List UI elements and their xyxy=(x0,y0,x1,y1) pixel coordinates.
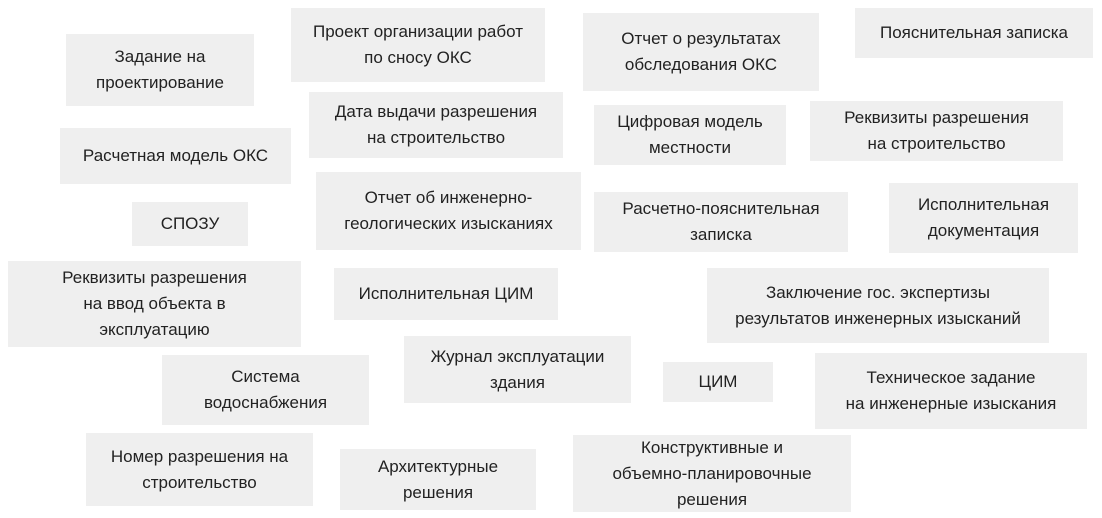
card-porps: Проект организации работ по сносу ОКС xyxy=(291,8,545,82)
card-otchet-obsl: Отчет о результатах обследования ОКС xyxy=(583,13,819,91)
card-nomer: Номер разрешения на строительство xyxy=(86,433,313,506)
card-zakl-exp: Заключение гос. экспертизы результатов инженерных изысканий xyxy=(707,268,1049,343)
card-cim: ЦИМ xyxy=(663,362,773,402)
card-data-vydachi: Дата выдачи разрешения на строительство xyxy=(309,92,563,158)
card-cifr-model: Цифровая модель местности xyxy=(594,105,786,165)
card-rekv-vvod: Реквизиты разрешения на ввод объекта в эксплуатацию xyxy=(8,261,301,347)
card-spozu: СПОЗУ xyxy=(132,202,248,246)
card-zhurnal: Журнал эксплуатации здания xyxy=(404,336,631,403)
card-otchet-ig: Отчет об инженерно- геологических изысканиях xyxy=(316,172,581,250)
card-isp-dok: Исполнительная документация xyxy=(889,183,1078,253)
card-rasch-model: Расчетная модель ОКС xyxy=(60,128,291,184)
card-zadanie: Задание на проектирование xyxy=(66,34,254,106)
card-tz-izysk: Техническое задание на инженерные изыскания xyxy=(815,353,1087,429)
card-konstr: Конструктивные и объемно-планировочные решения xyxy=(573,435,851,512)
card-rekv-stroit: Реквизиты разрешения на строительство xyxy=(810,101,1063,161)
card-poyasn: Пояснительная записка xyxy=(855,8,1093,58)
card-arh: Архитектурные решения xyxy=(340,449,536,510)
card-isp-cim: Исполнительная ЦИМ xyxy=(334,268,558,320)
card-rasch-poyasn: Расчетно-пояснительная записка xyxy=(594,192,848,252)
card-sistema: Система водоснабжения xyxy=(162,355,369,425)
